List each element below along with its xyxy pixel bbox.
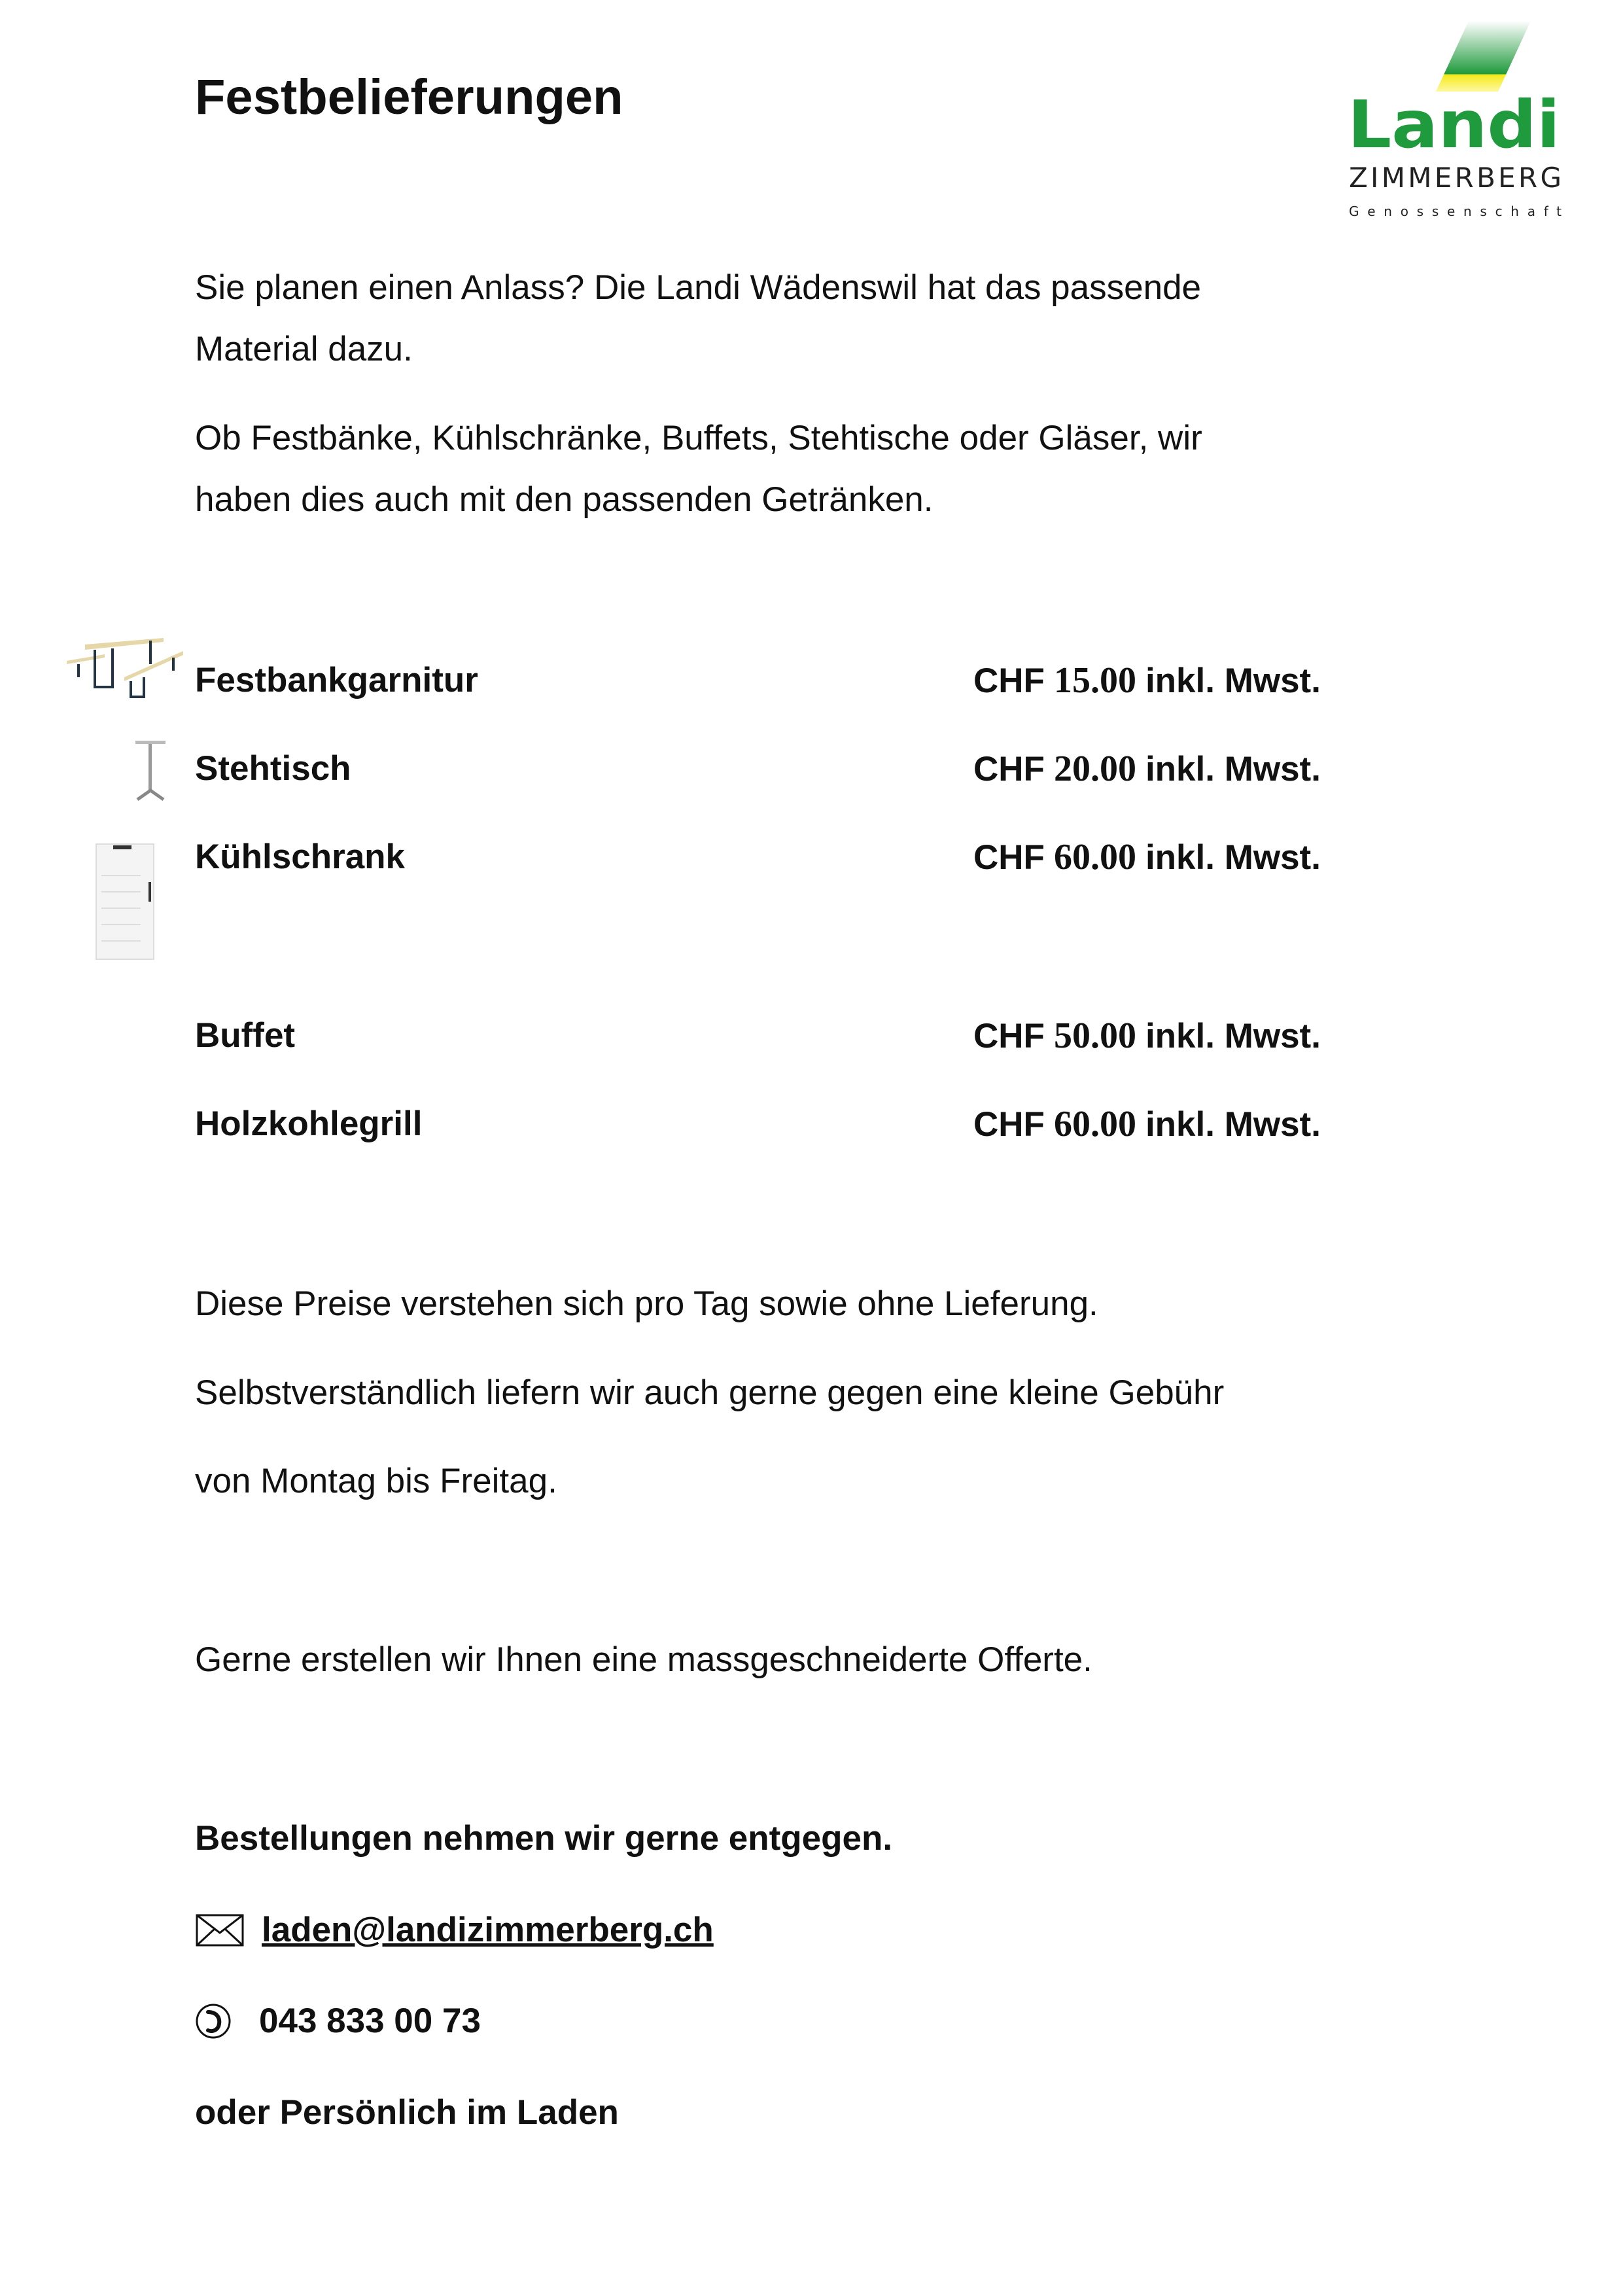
item-name: Kühlschrank: [195, 838, 406, 876]
offer-note: Gerne erstellen wir Ihnen eine massgeschneiderte Offerte.: [195, 1640, 1092, 1679]
item-row: [195, 746, 1438, 792]
item-price: [973, 1013, 1321, 1059]
price-amount: 60.00: [1053, 1103, 1136, 1144]
item-row: [195, 834, 1438, 880]
phone-row: [195, 1998, 481, 2044]
item-name: Stehtisch: [195, 749, 351, 788]
svg-text:Landi: Landi: [1348, 86, 1560, 163]
price-suffix: inkl. Mwst.: [1145, 1104, 1321, 1144]
item-price: [973, 746, 1321, 792]
item-price: [973, 834, 1321, 881]
item-name: Buffet: [195, 1016, 296, 1055]
price-amount: 20.00: [1053, 748, 1136, 789]
price-currency: CHF: [973, 749, 1045, 788]
item-price: [973, 1101, 1321, 1148]
closing-line: oder Persönlich im Laden: [195, 2093, 619, 2132]
note-line-3: von Montag bis Freitag.: [195, 1462, 557, 1500]
price-amount: 15.00: [1053, 660, 1136, 701]
item-row: [195, 658, 1438, 703]
contact-heading: Bestellungen nehmen wir gerne entgegen.: [195, 1819, 893, 1858]
intro-line-3: Ob Festbänke, Kühlschränke, Buffets, Stehtische oder Gläser, wir: [195, 419, 1202, 457]
item-name: Holzkohlegrill: [195, 1104, 423, 1143]
price-suffix: inkl. Mwst.: [1145, 661, 1321, 700]
svg-text:ZIMMERBERG: ZIMMERBERG: [1349, 162, 1562, 194]
intro-line-4: haben dies auch mit den passenden Getränken.: [195, 480, 934, 519]
envelope-icon: [195, 1913, 245, 1947]
price-currency: CHF: [973, 838, 1045, 877]
intro-line-1: Sie planen einen Anlass? Die Landi Wädenswil hat das passende: [195, 268, 1202, 307]
note-line-1: Diese Preise verstehen sich pro Tag sowie ohne Lieferung.: [195, 1284, 1098, 1323]
price-suffix: inkl. Mwst.: [1145, 749, 1321, 788]
price-currency: CHF: [973, 661, 1045, 700]
item-price: [973, 658, 1321, 704]
email-row: [195, 1907, 714, 1953]
price-currency: CHF: [973, 1104, 1045, 1144]
price-suffix: inkl. Mwst.: [1145, 1016, 1321, 1055]
price-amount: 50.00: [1053, 1015, 1136, 1056]
festbank-image: [65, 631, 186, 703]
page-title: Festbelieferungen: [195, 69, 623, 125]
phone-icon: [195, 2003, 232, 2040]
price-currency: CHF: [973, 1016, 1045, 1055]
kuehlschrank-image: [95, 843, 157, 961]
price-suffix: inkl. Mwst.: [1145, 838, 1321, 877]
phone-number: 043 833 00 73: [259, 2002, 481, 2040]
price-amount: 60.00: [1053, 836, 1136, 877]
stehtisch-image: [134, 739, 167, 802]
landi-zimmerberg-logo: [1335, 20, 1583, 222]
intro-line-2: Material dazu.: [195, 330, 413, 368]
email-link[interactable]: laden@landizimmerberg.ch: [262, 1911, 714, 1949]
note-line-2: Selbstverständlich liefern wir auch gerne gegen eine kleine Gebühr: [195, 1373, 1225, 1412]
svg-text:Genossenschaft: Genossenschaft: [1349, 203, 1562, 219]
item-row: [195, 1101, 1438, 1147]
item-name: Festbankgarnitur: [195, 661, 478, 699]
item-row: [195, 1013, 1438, 1059]
